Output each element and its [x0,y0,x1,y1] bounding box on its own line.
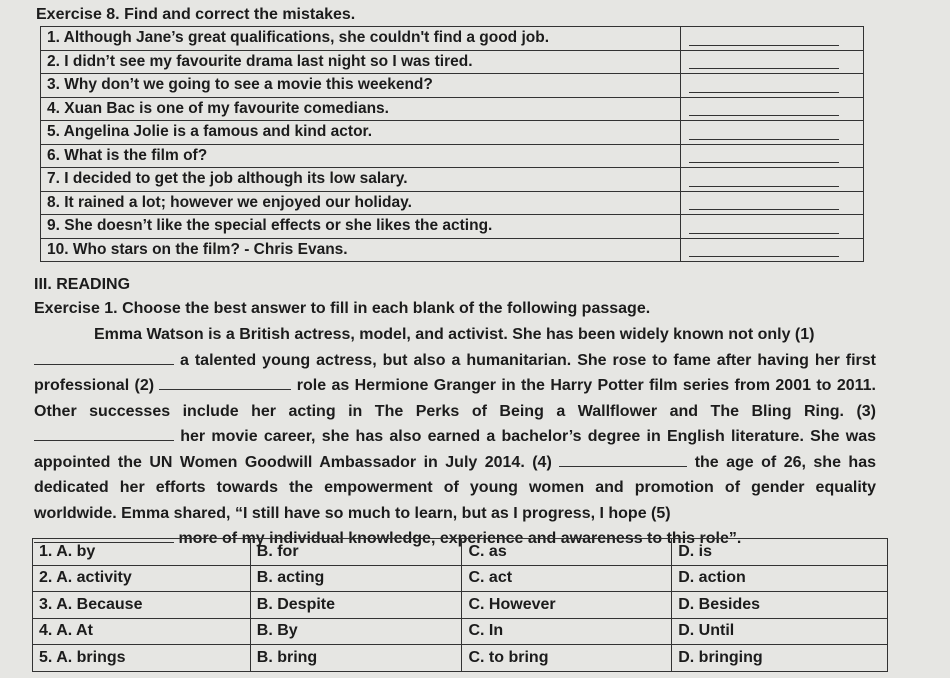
option-cell[interactable]: B. bring [250,645,462,672]
blank-4[interactable] [559,452,687,467]
passage-part-5: the age of 26, she has dedicated her efforts towards the empowerment of young women and promotion of gender equality worldwide. Emma shared, “I still have so much to learn, but as I progress, I hope (5) [34,453,876,522]
correction-blank[interactable] [680,144,863,168]
exercise-1-title: Exercise 1. Choose the best answer to fill in each blank of the following passage. [34,300,651,317]
exercise-8-sentence: 5. Angelina Jolie is a famous and kind actor. [41,121,681,145]
options-row [33,618,888,645]
exercise-8-sentence: 3. Why don’t we going to see a movie this weekend? [41,74,681,98]
option-cell[interactable]: 1. A. by [33,539,251,566]
blank-2[interactable] [159,375,291,390]
exercise-8-row [41,238,864,262]
answer-line [689,233,839,234]
answer-line [689,92,839,93]
option-cell[interactable]: C. to bring [462,645,672,672]
exercise-8-title: Exercise 8. Find and correct the mistakes. [36,6,356,23]
option-cell[interactable]: C. However [462,592,672,619]
correction-blank[interactable] [680,191,863,215]
options-row [33,539,888,566]
option-cell[interactable]: B. acting [250,565,462,592]
exercise-8-sentence: 8. It rained a lot; however we enjoyed our holiday. [41,191,681,215]
exercise-8-sentence: 4. Xuan Bac is one of my favourite comedians. [41,97,681,121]
option-cell[interactable]: B. for [250,539,462,566]
option-cell[interactable]: B. By [250,618,462,645]
option-cell[interactable]: D. is [672,539,888,566]
blank-3[interactable] [34,426,174,441]
correction-blank[interactable] [680,74,863,98]
correction-blank[interactable] [680,27,863,51]
option-cell[interactable]: C. act [462,565,672,592]
passage-part-1: Emma Watson is a British actress, model, and activist. She has been widely known not only (1) [94,326,815,343]
exercise-8-sentence: 2. I didn’t see my favourite drama last night so I was tired. [41,50,681,74]
exercise-8-row [41,50,864,74]
exercise-8-sentence: 10. Who stars on the film? - Chris Evans. [41,238,681,262]
answer-line [689,209,839,210]
exercise-8-row [41,74,864,98]
passage-part-6: more of my individual knowledge, experience and awareness to this role”. [178,530,742,547]
exercise-8-row [41,97,864,121]
options-row [33,592,888,619]
section-heading: III. READING [34,276,131,293]
answer-line [689,45,839,46]
correction-blank[interactable] [680,168,863,192]
exercise-8-sentence: 1. Although Jane’s great qualifications, she couldn't find a good job. [41,27,681,51]
answer-line [689,115,839,116]
answer-line [689,68,839,69]
answer-line [689,139,839,140]
exercise-8-row [41,121,864,145]
answer-line [689,256,839,257]
option-cell[interactable]: C. In [462,618,672,645]
blank-1[interactable] [34,350,174,365]
answer-line [689,162,839,163]
answer-line [689,186,839,187]
exercise-8-row [41,215,864,239]
answer-options-table [32,538,888,672]
option-cell[interactable]: D. Besides [672,592,888,619]
option-cell[interactable]: D. action [672,565,888,592]
passage-part-3: role as Hermione Granger in the Harry Potter film series from 2001 to 2011. Other successes include her acting in The Perks of Being a Wallflower and The Bling Ring. (3) [34,377,876,420]
exercise-8-row [41,144,864,168]
option-cell[interactable]: B. Despite [250,592,462,619]
passage-part-2: a talented young actress, but also a humanitarian. She rose to fame after having her first professional (2) [34,351,877,394]
option-cell[interactable]: 4. A. At [33,618,251,645]
exercise-8-row [41,191,864,215]
correction-blank[interactable] [680,238,863,262]
exercise-8-row [41,27,864,51]
option-cell[interactable]: D. Until [672,618,888,645]
exercise-8-sentence: 6. What is the film of? [41,144,681,168]
correction-blank[interactable] [680,50,863,74]
exercise-8-table [40,26,864,262]
option-cell[interactable]: 3. A. Because [33,592,251,619]
option-cell[interactable]: D. bringing [672,645,888,672]
correction-blank[interactable] [680,97,863,121]
option-cell[interactable]: 5. A. brings [33,645,251,672]
option-cell[interactable]: 2. A. activity [33,565,251,592]
exercise-8-row [41,168,864,192]
option-cell[interactable]: C. as [462,539,672,566]
passage-part-4: her movie career, she has also earned a bachelor’s degree in English literature. She was appointed the UN Women Goodwill Ambassador in July 2014. (4) [34,428,876,471]
options-row [33,565,888,592]
exercise-8-sentence: 7. I decided to get the job although its low salary. [41,168,681,192]
reading-passage [34,322,876,552]
exercise-8-sentence: 9. She doesn’t like the special effects or she likes the acting. [41,215,681,239]
correction-blank[interactable] [680,215,863,239]
options-row [33,645,888,672]
correction-blank[interactable] [680,121,863,145]
